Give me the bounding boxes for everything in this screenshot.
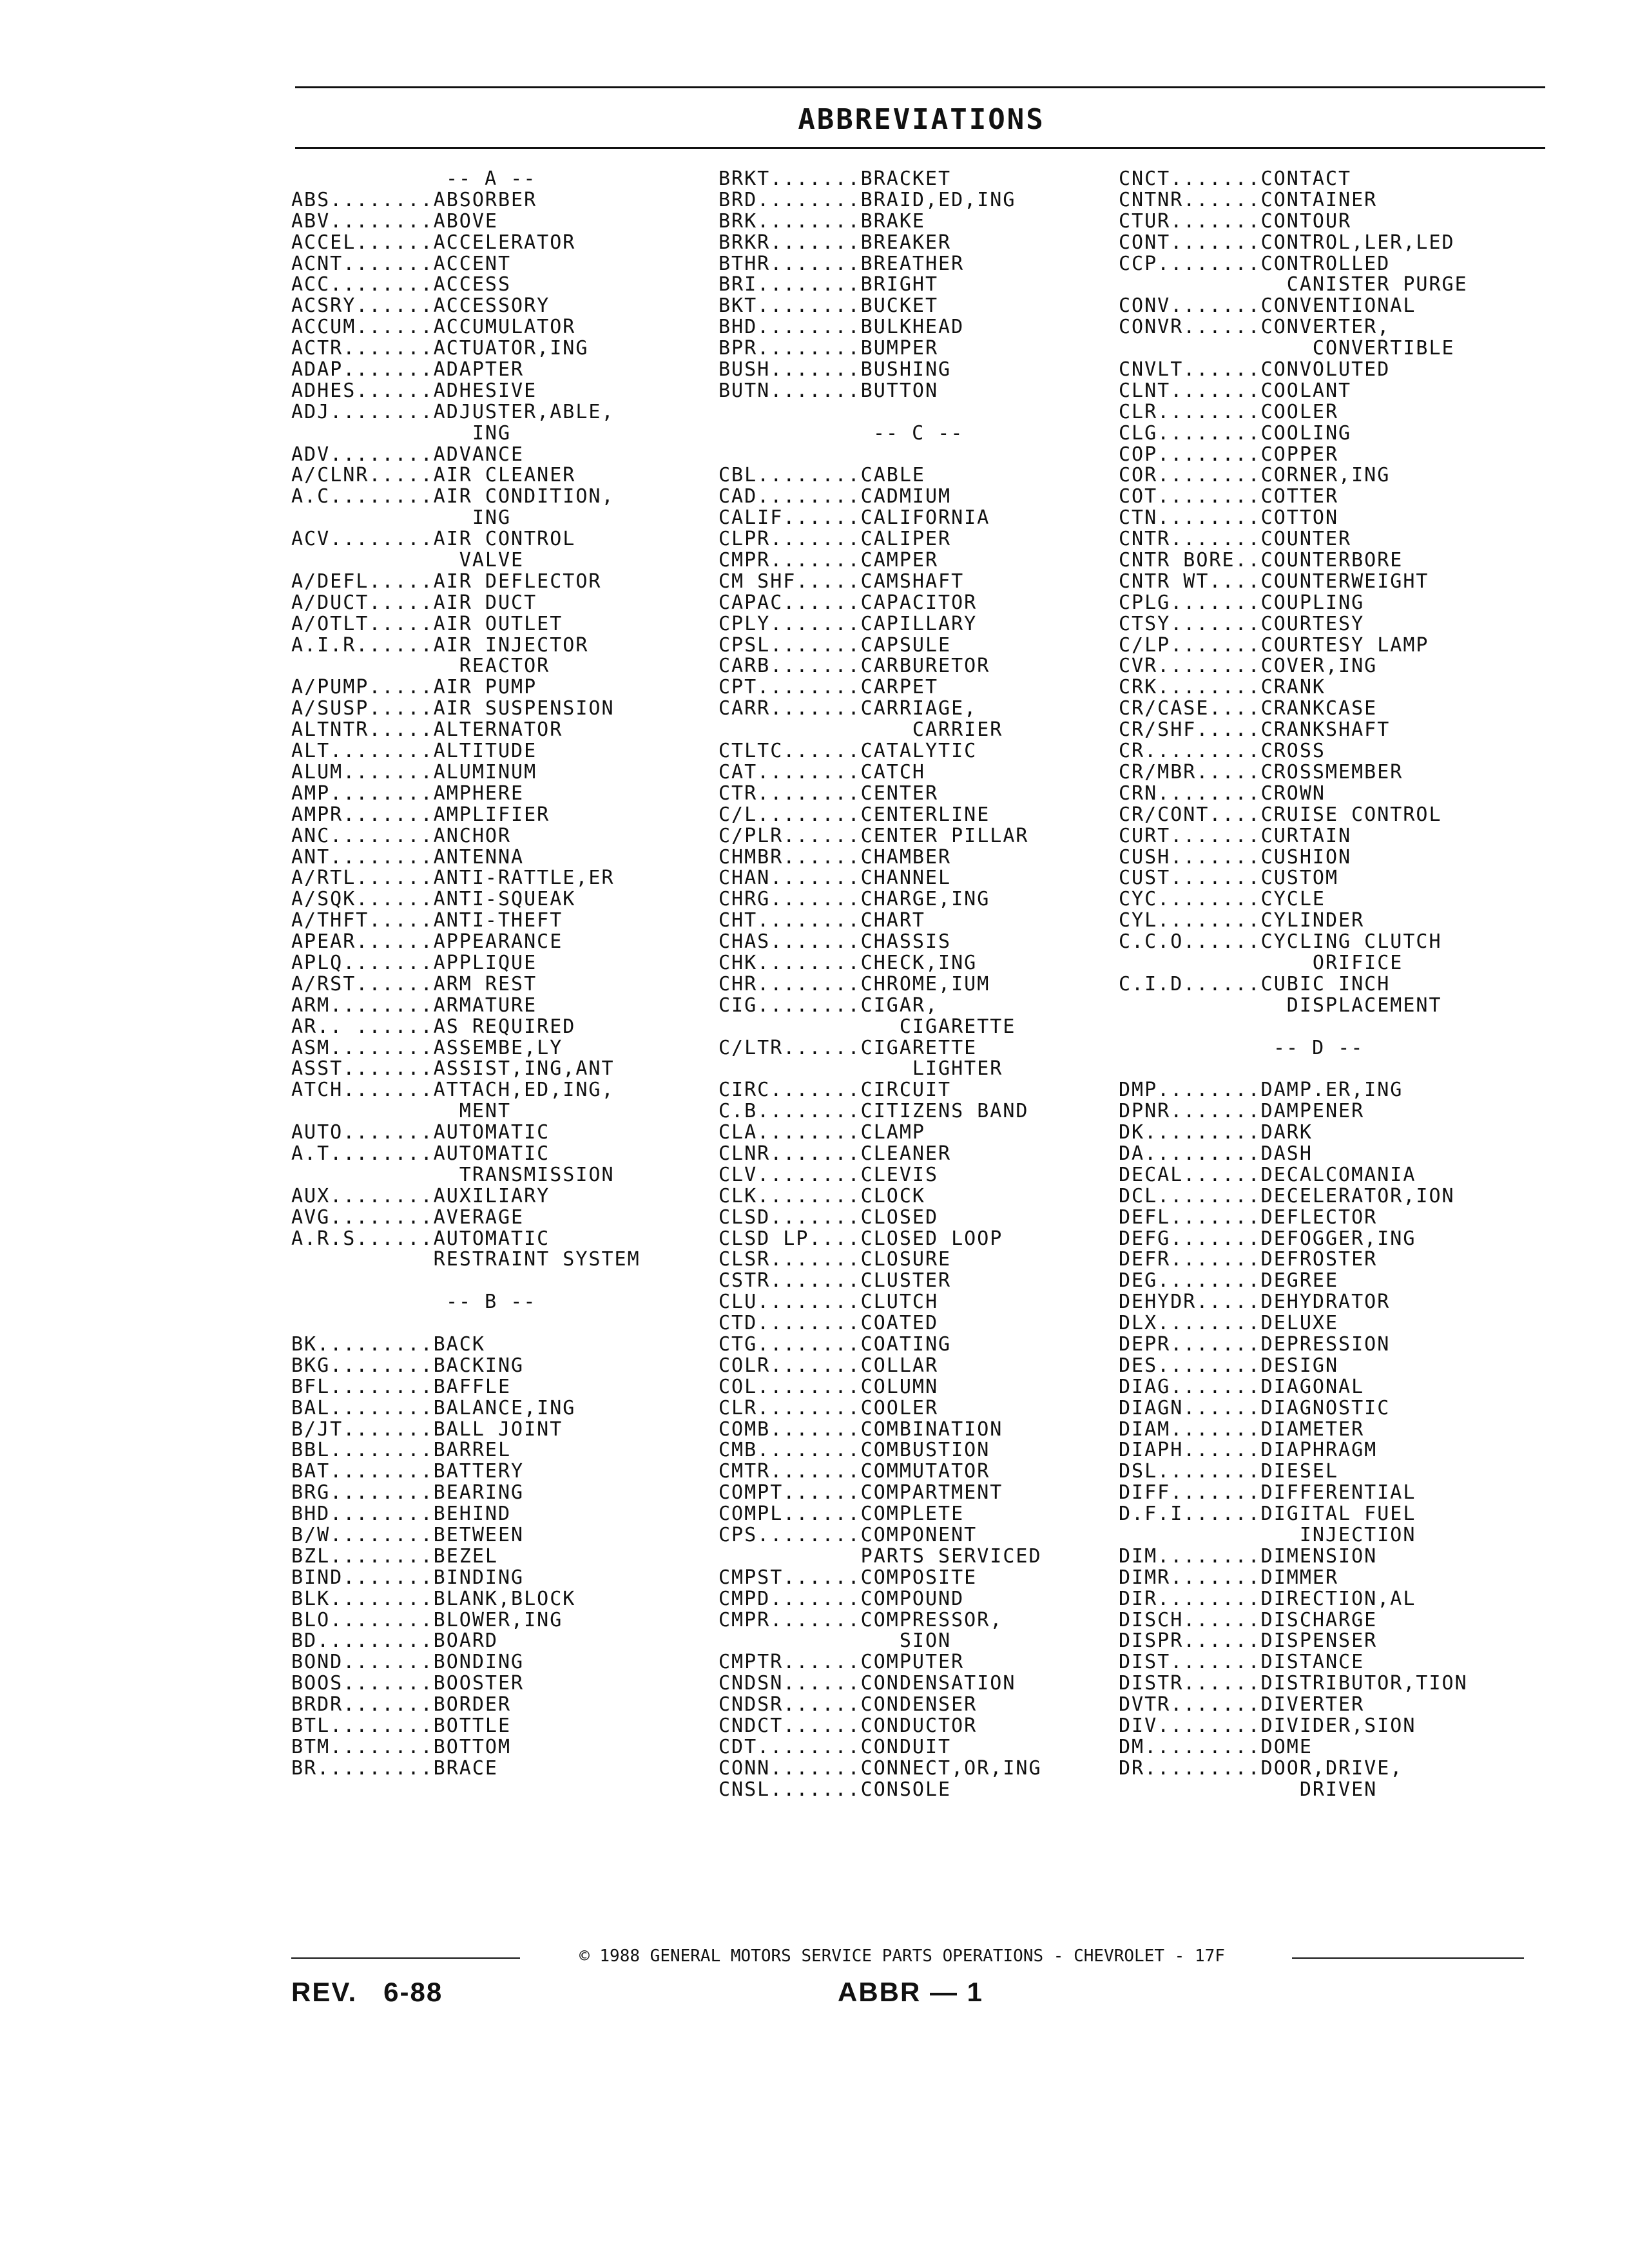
abbreviation-entry: BBL........BARREL (291, 1439, 512, 1462)
abbreviation-entry: BPR........BUMPER (718, 337, 939, 360)
abbreviation-entry: BRK........BRAKE (718, 209, 925, 233)
abbreviation-entry: AMPR.......AMPLIFIER (291, 803, 550, 826)
abbreviation-entry: CTN........COTTON (1119, 506, 1339, 530)
abbreviation-entry: ORIFICE (1119, 951, 1403, 974)
abbreviation-entry: DMP........DAMP.ER,ING (1119, 1079, 1403, 1102)
abbreviation-entry: DEFG.......DEFOGGER,ING (1119, 1227, 1416, 1250)
abbreviation-entry: DIAGN......DIAGNOSTIC (1119, 1396, 1391, 1419)
abbreviation-entry: BHD........BEHIND (291, 1503, 512, 1526)
abbreviation-entry: BTL........BOTTLE (291, 1715, 512, 1738)
footer-rule-right (1292, 1957, 1524, 1959)
abbreviation-entry: COR........CORNER,ING (1119, 464, 1391, 487)
abbreviation-entry: BHD........BULKHEAD (718, 316, 965, 339)
title-rule (295, 147, 1545, 149)
abbreviation-entry: BOOS.......BOOSTER (291, 1672, 525, 1695)
abbreviation-entry: BKG........BACKING (291, 1354, 525, 1377)
abbreviation-entry: ADHES......ADHESIVE (291, 379, 537, 402)
abbreviation-entry: CLA........CLAMP (718, 1121, 925, 1144)
abbreviation-entry: CR.........CROSS (1119, 740, 1325, 763)
abbreviation-entry: A/CLNR.....AIR CLEANER (291, 464, 576, 487)
abbreviation-entry: CNSL.......CONSOLE (718, 1778, 952, 1801)
abbreviation-column-1 (291, 169, 641, 1780)
abbreviation-entry: BR.........BRACE (291, 1756, 498, 1780)
abbreviation-entry: VALVE (291, 549, 525, 572)
revision-label: REV. 6-88 (291, 1977, 443, 2007)
abbreviation-entry: ADAP.......ADAPTER (291, 358, 525, 381)
abbreviation-entry: A/SQK......ANTI-SQUEAK (291, 888, 576, 911)
abbreviation-entry: ASM........ASSEMBE,LY (291, 1036, 563, 1059)
abbreviation-entry: RESTRAINT SYSTEM (291, 1248, 641, 1271)
abbreviation-entry: CAD........CADMIUM (718, 485, 952, 508)
abbreviation-entry: DEFL.......DEFLECTOR (1119, 1206, 1378, 1229)
abbreviation-entry: A/THFT.....ANTI-THEFT (291, 909, 563, 932)
abbreviation-entry: CMTR.......COMMUTATOR (718, 1460, 990, 1483)
abbreviation-entry: BKT........BUCKET (718, 294, 939, 318)
abbreviation-entry: ALT........ALTITUDE (291, 740, 537, 763)
abbreviation-entry: BRD........BRAID,ED,ING (718, 188, 1016, 211)
abbreviation-entry: CTG........COATING (718, 1332, 952, 1356)
abbreviation-entry: C.B........CITIZENS BAND (718, 1100, 1029, 1123)
abbreviation-entry: BFL........BAFFLE (291, 1375, 512, 1398)
abbreviation-entry: DCL........DECELERATOR,ION (1119, 1184, 1455, 1207)
abbreviation-entry: INJECTION (1119, 1524, 1416, 1546)
footer-rule-left (291, 1957, 520, 1959)
abbreviation-entry: CNVLT......CONVOLUTED (1119, 358, 1391, 381)
abbreviation-entry: BRDR.......BORDER (291, 1693, 512, 1716)
abbreviation-entry: AR.. ......AS REQUIRED (291, 1015, 576, 1038)
abbreviation-entry: B/JT.......BALL JOINT (291, 1418, 563, 1441)
abbreviation-entry: CR/CASE....CRANKCASE (1119, 697, 1378, 720)
abbreviation-entry: C/PLR......CENTER PILLAR (718, 824, 1029, 847)
abbreviation-entry: BOND.......BONDING (291, 1651, 525, 1674)
abbreviation-entry: ACC........ACCESS (291, 273, 512, 296)
abbreviation-entry: CTSY.......COURTESY (1119, 612, 1365, 635)
abbreviation-entry: CLSD.......CLOSED (718, 1206, 939, 1229)
abbreviation-entry: A.R.S......AUTOMATIC (291, 1227, 550, 1250)
abbreviation-entry: CTLTC......CATALYTIC (718, 740, 978, 763)
abbreviation-entry: CHRG.......CHARGE,ING (718, 888, 990, 911)
abbreviation-entry: CIGARETTE (718, 1015, 1016, 1038)
abbreviation-entry: CSTR.......CLUSTER (718, 1269, 952, 1293)
abbreviation-entry: DK.........DARK (1119, 1121, 1313, 1144)
abbreviation-entry: C/LP.......COURTESY LAMP (1119, 633, 1429, 657)
abbreviation-entry: A.I.R......AIR INJECTOR (291, 633, 589, 657)
abbreviation-entry: ADJ........ADJUSTER,ABLE, (291, 400, 615, 423)
abbreviation-entry: A/RTL......ANTI-RATTLE,ER (291, 867, 615, 890)
abbreviation-entry: CR/CONT....CRUISE CONTROL (1119, 803, 1442, 826)
abbreviation-entry: CAT........CATCH (718, 760, 925, 783)
abbreviation-entry: BTHR.......BREATHER (718, 252, 965, 275)
blank-line (718, 445, 1042, 466)
abbreviation-entry: CNDSR......CONDENSER (718, 1693, 978, 1716)
abbreviation-entry: COMPT......COMPARTMENT (718, 1481, 1003, 1504)
abbreviation-entry: CLSR.......CLOSURE (718, 1248, 952, 1271)
abbreviation-entry: AUX........AUXILIARY (291, 1184, 550, 1207)
abbreviation-entry: CNTR.......COUNTER (1119, 528, 1352, 551)
blank-line (291, 1271, 641, 1292)
abbreviation-entry: DECAL......DECALCOMANIA (1119, 1163, 1416, 1186)
abbreviation-entry: ING (291, 421, 512, 445)
abbreviation-entry: DEFR.......DEFROSTER (1119, 1248, 1378, 1271)
abbreviation-entry: CARB.......CARBURETOR (718, 655, 990, 678)
abbreviation-entry: C/L........CENTERLINE (718, 803, 990, 826)
abbreviation-entry: C.I.D......CUBIC INCH (1119, 972, 1391, 995)
section-header: -- B -- (446, 1291, 537, 1314)
abbreviation-entry: ABV........ABOVE (291, 209, 498, 233)
abbreviation-entry: MENT (291, 1100, 512, 1123)
abbreviation-entry: CPSL.......CAPSULE (718, 633, 952, 657)
abbreviation-entry: CLU........CLUTCH (718, 1291, 939, 1314)
abbreviation-entry: A.T........AUTOMATIC (291, 1142, 550, 1165)
section-header: -- A -- (446, 168, 537, 190)
abbreviation-entry: A/SUSP.....AIR SUSPENSION (291, 697, 615, 720)
abbreviation-entry: APLQ.......APPLIQUE (291, 951, 537, 974)
abbreviation-entry: CIG........CIGAR, (718, 994, 939, 1017)
abbreviation-entry: ACCEL......ACCELERATOR (291, 231, 576, 254)
abbreviation-entry: DIAG.......DIAGONAL (1119, 1375, 1365, 1398)
abbreviation-entry: CNDCT......CONDUCTOR (718, 1715, 978, 1738)
abbreviation-entry: CTD........COATED (718, 1312, 939, 1335)
abbreviation-entry: CCP........CONTROLLED (1119, 252, 1391, 275)
abbreviation-entry: DPNR.......DAMPENER (1119, 1100, 1365, 1123)
abbreviation-entry: CPLY.......CAPILLARY (718, 612, 978, 635)
abbreviation-entry: DM.........DOME (1119, 1735, 1313, 1758)
abbreviation-entry: BRG........BEARING (291, 1481, 525, 1504)
abbreviation-entry: BIND.......BINDING (291, 1566, 525, 1589)
abbreviation-entry: CVR........COVER,ING (1119, 655, 1378, 678)
section-header: -- D -- (1273, 1036, 1364, 1059)
abbreviation-entry: BLO........BLOWER,ING (291, 1608, 563, 1631)
abbreviation-entry: CLR........COOLER (718, 1396, 939, 1419)
abbreviation-entry: CHT........CHART (718, 909, 925, 932)
abbreviation-entry: CONVERTIBLE (1119, 337, 1455, 360)
abbreviation-entry: CRK........CRANK (1119, 676, 1325, 699)
abbreviation-entry: CLSD LP....CLOSED LOOP (718, 1227, 1003, 1250)
abbreviation-entry: CBL........CABLE (718, 464, 925, 487)
abbreviation-entry: BTM........BOTTOM (291, 1735, 512, 1758)
abbreviation-entry: BK.........BACK (291, 1332, 485, 1356)
abbreviation-entry: CDT........CONDUIT (718, 1735, 952, 1758)
abbreviation-entry: ACNT.......ACCENT (291, 252, 512, 275)
abbreviation-entry: CHR........CHROME,IUM (718, 972, 990, 995)
abbreviation-entry: B/W........BETWEEN (291, 1524, 525, 1546)
abbreviation-entry: DVTR.......DIVERTER (1119, 1693, 1365, 1716)
abbreviation-entry: CURT.......CURTAIN (1119, 824, 1352, 847)
abbreviation-entry: CHAN.......CHANNEL (718, 867, 952, 890)
abbreviation-entry: C.C.O......CYCLING CLUTCH (1119, 930, 1442, 954)
abbreviation-entry: CNTR BORE..COUNTERBORE (1119, 549, 1403, 572)
abbreviation-entry: CARR.......CARRIAGE, (718, 697, 978, 720)
page-title: ABBREVIATIONS (798, 103, 1045, 136)
abbreviation-entry: CAPAC......CAPACITOR (718, 591, 978, 614)
abbreviation-entry: ASST.......ASSIST,ING,ANT (291, 1057, 615, 1081)
abbreviation-entry: DIAM.......DIAMETER (1119, 1418, 1365, 1441)
abbreviation-entry: COL........COLUMN (718, 1375, 939, 1398)
abbreviation-entry: ACV........AIR CONTROL (291, 528, 576, 551)
abbreviation-entry: CANISTER PURGE (1119, 273, 1468, 296)
abbreviation-entry: CALIF......CALIFORNIA (718, 506, 990, 530)
abbreviation-entry: ACTR.......ACTUATOR,ING (291, 337, 589, 360)
abbreviation-entry: ANC........ANCHOR (291, 824, 512, 847)
abbreviation-entry: ARM........ARMATURE (291, 994, 537, 1017)
abbreviation-entry: ANT........ANTENNA (291, 845, 525, 869)
abbreviation-entry: REACTOR (291, 655, 550, 678)
abbreviation-entry: CMPR.......COMPRESSOR, (718, 1608, 1003, 1631)
abbreviation-entry: CMB........COMBUSTION (718, 1439, 990, 1462)
abbreviation-entry: AVG........AVERAGE (291, 1206, 525, 1229)
abbreviation-entry: BRKR.......BREAKER (718, 231, 952, 254)
abbreviation-entry: CLR........COOLER (1119, 400, 1339, 423)
abbreviation-entry: CLNT.......COOLANT (1119, 379, 1352, 402)
abbreviation-entry: CLG........COOLING (1119, 421, 1352, 445)
abbreviation-entry: CLV........CLEVIS (718, 1163, 939, 1186)
abbreviation-entry: CNTR WT....COUNTERWEIGHT (1119, 570, 1429, 593)
abbreviation-entry: CPLG.......COUPLING (1119, 591, 1365, 614)
abbreviation-entry: DEPR.......DEPRESSION (1119, 1332, 1391, 1356)
abbreviation-entry: ACCUM......ACCUMULATOR (291, 316, 576, 339)
abbreviation-entry: CHAS.......CHASSIS (718, 930, 952, 954)
abbreviation-entry: DLX........DELUXE (1119, 1312, 1339, 1335)
abbreviation-entry: CLK........CLOCK (718, 1184, 925, 1207)
abbreviation-entry: BAL........BALANCE,ING (291, 1396, 576, 1419)
abbreviation-entry: BAT........BATTERY (291, 1460, 525, 1483)
abbreviation-entry: ALTNTR.....ALTERNATOR (291, 718, 563, 742)
abbreviation-entry: DIFF.......DIFFERENTIAL (1119, 1481, 1416, 1504)
abbreviation-entry: CUST.......CUSTOM (1119, 867, 1339, 890)
abbreviation-entry: CR/SHF.....CRANKSHAFT (1119, 718, 1391, 742)
abbreviation-entry: CYC........CYCLE (1119, 888, 1325, 911)
abbreviation-entry: CTUR.......CONTOUR (1119, 209, 1352, 233)
abbreviation-entry: ACSRY......ACCESSORY (291, 294, 550, 318)
abbreviation-entry: BLK........BLANK,BLOCK (291, 1587, 576, 1610)
abbreviation-entry: BUTN.......BUTTON (718, 379, 939, 402)
abbreviation-entry: DIR........DIRECTION,AL (1119, 1587, 1416, 1610)
abbreviation-entry: DIST.......DISTANCE (1119, 1651, 1365, 1674)
abbreviation-entry: CIRC.......CIRCUIT (718, 1079, 952, 1102)
abbreviation-entry: DA.........DASH (1119, 1142, 1313, 1165)
top-rule (295, 86, 1545, 88)
abbreviation-entry: DIMR.......DIMMER (1119, 1566, 1339, 1589)
abbreviation-entry: CNDSN......CONDENSATION (718, 1672, 1016, 1695)
abbreviation-entry: DISPLACEMENT (1119, 994, 1442, 1017)
abbreviation-entry: AUTO.......AUTOMATIC (291, 1121, 550, 1144)
abbreviation-entry: D.F.I......DIGITAL FUEL (1119, 1503, 1416, 1526)
abbreviation-entry: CR/MBR.....CROSSMEMBER (1119, 760, 1403, 783)
blank-line (291, 1313, 641, 1334)
abbreviation-entry: DIAPH......DIAPHRAGM (1119, 1439, 1378, 1462)
abbreviation-entry: CONV.......CONVENTIONAL (1119, 294, 1416, 318)
abbreviation-column-2 (718, 169, 1042, 1801)
blank-line (1119, 1017, 1468, 1038)
abbreviation-entry: COP........COPPER (1119, 443, 1339, 466)
abbreviation-entry: DR.........DOOR,DRIVE, (1119, 1756, 1403, 1780)
abbreviation-entry: PARTS SERVICED (718, 1544, 1042, 1568)
abbreviation-entry: COT........COTTER (1119, 485, 1339, 508)
abbreviation-entry: COMB.......COMBINATION (718, 1418, 1003, 1441)
abbreviation-entry: DSL........DIESEL (1119, 1460, 1339, 1483)
abbreviation-entry: APEAR......APPEARANCE (291, 930, 563, 954)
abbreviation-entry: ING (291, 506, 512, 530)
abbreviation-entry: A/OTLT.....AIR OUTLET (291, 612, 563, 635)
abbreviation-entry: ATCH.......ATTACH,ED,ING, (291, 1079, 615, 1102)
abbreviation-entry: CYL........CYLINDER (1119, 909, 1365, 932)
abbreviation-entry: BRI........BRIGHT (718, 273, 939, 296)
abbreviation-entry: CMPR.......CAMPER (718, 549, 939, 572)
abbreviation-entry: CNCT.......CONTACT (1119, 168, 1352, 190)
abbreviation-entry: CARRIER (718, 718, 1003, 742)
abbreviation-entry: LIGHTER (718, 1057, 1003, 1081)
abbreviation-entry: ALUM.......ALUMINUM (291, 760, 537, 783)
abbreviation-entry: CONT.......CONTROL,LER,LED (1119, 231, 1455, 254)
abbreviation-entry: CM SHF.....CAMSHAFT (718, 570, 965, 593)
abbreviation-entry: DIM........DIMENSION (1119, 1544, 1378, 1568)
abbreviation-entry: A/PUMP.....AIR PUMP (291, 676, 537, 699)
copyright-notice: © 1988 GENERAL MOTORS SERVICE PARTS OPERATIONS - CHEVROLET - 17F (579, 1946, 1225, 1966)
abbreviation-entry: CNTNR......CONTAINER (1119, 188, 1378, 211)
abbreviation-entry: CLPR.......CALIPER (718, 528, 952, 551)
abbreviation-entry: CUSH.......CUSHION (1119, 845, 1352, 869)
abbreviation-entry: CPT........CARPET (718, 676, 939, 699)
section-header: -- C -- (873, 421, 964, 445)
abbreviation-entry: DISPR......DISPENSER (1119, 1629, 1378, 1653)
abbreviation-entry: CMPD.......COMPOUND (718, 1587, 965, 1610)
abbreviation-entry: AMP........AMPHERE (291, 782, 525, 805)
abbreviation-entry: CPS........COMPONENT (718, 1524, 978, 1546)
abbreviation-entry: A/DUCT.....AIR DUCT (291, 591, 537, 614)
abbreviation-entry: CTR........CENTER (718, 782, 939, 805)
abbreviation-entry: CONN.......CONNECT,OR,ING (718, 1756, 1042, 1780)
abbreviation-entry: DISTR......DISTRIBUTOR,TION (1119, 1672, 1468, 1695)
blank-line (1119, 1059, 1468, 1080)
abbreviation-entry: DES........DESIGN (1119, 1354, 1339, 1377)
abbreviation-entry: CLNR.......CLEANER (718, 1142, 952, 1165)
abbreviation-entry: ADV........ADVANCE (291, 443, 525, 466)
abbreviation-entry: BZL........BEZEL (291, 1544, 498, 1568)
abbreviation-entry: BUSH.......BUSHING (718, 358, 952, 381)
abbreviation-entry: A/RST......ARM REST (291, 972, 537, 995)
abbreviation-entry: BRKT.......BRACKET (718, 168, 952, 190)
abbreviation-column-3 (1119, 169, 1468, 1801)
abbreviation-entry: CMPTR......COMPUTER (718, 1651, 965, 1674)
abbreviation-entry: CHK........CHECK,ING (718, 951, 978, 974)
abbreviation-entry: DEG........DEGREE (1119, 1269, 1339, 1293)
abbreviation-entry: CONVR......CONVERTER, (1119, 316, 1391, 339)
abbreviation-entry: CMPST......COMPOSITE (718, 1566, 978, 1589)
abbreviation-entry: COLR.......COLLAR (718, 1354, 939, 1377)
abbreviation-entry: CHMBR......CHAMBER (718, 845, 952, 869)
abbreviation-entry: ABS........ABSORBER (291, 188, 537, 211)
abbreviation-entry: DRIVEN (1119, 1778, 1378, 1801)
abbreviation-entry: DEHYDR.....DEHYDRATOR (1119, 1291, 1391, 1314)
abbreviation-entry: DISCH......DISCHARGE (1119, 1608, 1378, 1631)
abbreviation-entry: A.C........AIR CONDITION, (291, 485, 615, 508)
abbreviation-entry: TRANSMISSION (291, 1163, 615, 1186)
page-number-label: ABBR — 1 (838, 1977, 984, 2007)
abbreviation-entry: CRN........CROWN (1119, 782, 1325, 805)
abbreviation-entry: BD.........BOARD (291, 1629, 498, 1653)
abbreviation-entry: COMPL......COMPLETE (718, 1503, 965, 1526)
abbreviation-entry: A/DEFL.....AIR DEFLECTOR (291, 570, 602, 593)
abbreviation-entry: DIV........DIVIDER,SION (1119, 1715, 1416, 1738)
blank-line (718, 402, 1042, 423)
abbreviation-entry: C/LTR......CIGARETTE (718, 1036, 978, 1059)
abbreviation-entry: SION (718, 1629, 952, 1653)
